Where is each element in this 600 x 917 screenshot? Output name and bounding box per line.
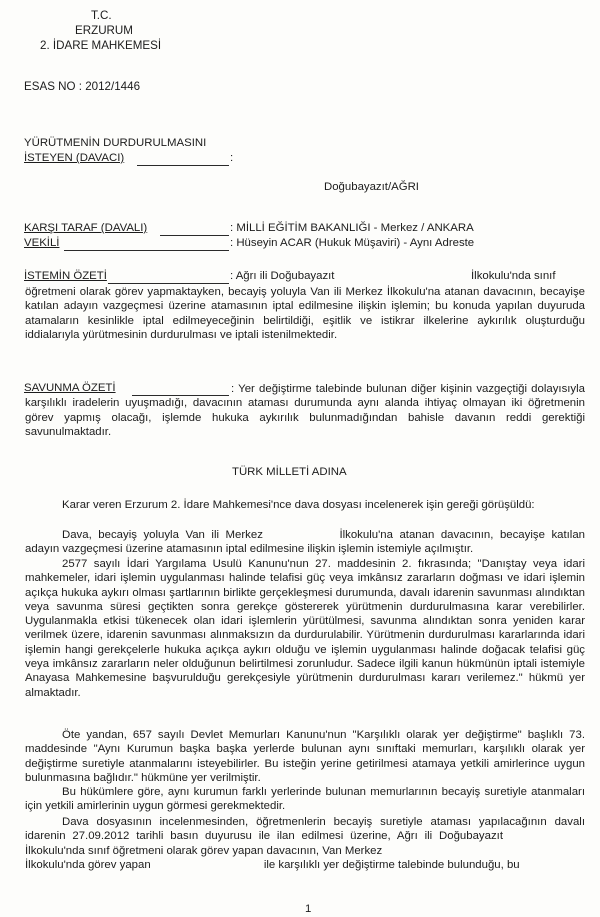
paragraph-6-b: İlkokulu'nda sınıf öğretmeni olarak görev yapan davacının, Van Merkez [25, 844, 383, 857]
defendant-underline [160, 235, 229, 236]
applicant-label-line2: İSTEYEN (DAVACI) [24, 152, 125, 164]
summary-line1-b: İlkokulu'nda sınıf [471, 270, 556, 282]
paragraph-6-d: ile karşılıklı yer değiştirme talebinde bulunduğu, bu [263, 858, 520, 871]
summary-body: öğretmeni olarak görev yapmaktayken, becayiş yoluyla Van ili Merkez İlkokulu'na atanan davacının, becayişe katılan adayın vazgeçmesi üzerine atamasının iptal edilmesine ilişkin işlemin; bu konuda yapılan duyuruda atamaların kesinlikle iptal edilmeyeceğinin belirtildiği, eşitlik ve istikrar ilkelerine aykırılık oluşturduğu iddialarıyla yürütmesinin durdurulması ve iptali istenilmektedir. [25, 286, 585, 341]
summary-underline [108, 283, 229, 284]
agent-label: VEKİLİ [24, 237, 60, 249]
paragraph-6-a: Dava dosyasının incelenmesinden, öğretmenlerin becayiş suretiyle ataması yapılacağının davalı idarenin 27.09.2012 tarihli basın duyurusu ile ilan edilmesi üzerine, Ağrı ili Doğubayazıt [25, 816, 585, 843]
applicant-underline [137, 165, 229, 166]
page-number: 1 [305, 903, 312, 915]
paragraph-2-b: İlkokulu'na atanan davacının, becayişe katılan adayın vazgeçmesi üzerine atamasının iptal edilmesine ilişkin işlemin istemiyle açılmıştır. [25, 529, 585, 556]
paragraph-5: Bu hükümlere göre, aynı kurumun farklı yerlerinde bulunan memurlarının becayiş suretiyle atanmaları için yetkili amirlerinin uygun görmesi gerekmektedir. [25, 786, 585, 813]
paragraph-6 [25, 815, 585, 872]
applicant-colon: : [230, 152, 234, 164]
defendant-label: KARŞI TARAF (DAVALI) [24, 222, 148, 234]
summary-label: İSTEMİN ÖZETİ [24, 270, 107, 282]
paragraph-1: Karar veren Erzurum 2. İdare Mahkemesi'nce dava dosyası incelenerek işin gereği görüşüldü: [62, 499, 535, 511]
header-city: ERZURUM [75, 24, 133, 37]
agent-underline [64, 250, 229, 251]
summary-line1-a: : Ağrı ili Doğubayazıt [230, 270, 335, 282]
header-tc: T.C. [91, 9, 112, 22]
paragraph-4: Öte yandan, 657 sayılı Devlet Memurları Kanunu'nun "Karşılıklı olarak yer değiştirme" başlıklı 73. maddesinde "Aynı Kurumun başka başka yerlerde bulunan aynı sınıftaki memurları, karşılıklı olarak yer değiştirme suretiyle atanmalarını isteyebilirler. Bu isteğin yerine getirilmesi atamaya yetkili amirlerince uygun bulunmasına bağlıdır." hükmüne yer verilmiştir. [25, 729, 585, 784]
defense-label: SAVUNMA ÖZETİ [24, 382, 116, 394]
applicant-label-line1: YÜRÜTMENİN DURDURULMASINI [24, 137, 207, 149]
paragraph-2 [25, 528, 585, 557]
applicant-place: Doğubayazıt/AĞRI [324, 181, 419, 193]
paragraph-6-c: İlkokulu'nda görev yapan [25, 858, 151, 871]
section-title: TÜRK MİLLETİ ADINA [232, 466, 347, 478]
defense-body: : Yer değiştirme talebinde bulunan diğer kişinin vazgeçtiği dolayısıyla karşılıklı iradelerin uyuşmadığı, davacının ataması durumunda aynı alanda ihtiyaç olmayan iki öğretmenin görev yapmış olacağı, işlemde hukuka aykırılık bulunmadığından bahisle davanın reddi gerektiği savunulmaktadır. [25, 383, 585, 438]
case-number: ESAS NO : 2012/1446 [24, 80, 141, 93]
defendant-value: : MİLLİ EĞİTİM BAKANLIĞI - Merkez / ANKARA [230, 222, 474, 234]
paragraph-2-a: Dava, becayiş yoluyla Van ili Merkez [62, 529, 263, 541]
agent-value: : Hüseyin ACAR (Hukuk Müşaviri) - Aynı Adreste [230, 237, 475, 249]
paragraph-3: 2577 sayılı İdari Yargılama Usulü Kanunu'nun 27. maddesinin 2. fıkrasında; "Danıştay veya idari mahkemeler, idari işlemin uygulanması halinde telafisi güç veya imkânsız zararların doğması ve idari işlemin açıkça hukuka aykırı olması şartlarının birlikte gerçekleşmesi durumunda, davalı idarenin savunması alındıktan veya savunma süresi geçtikten sonra gerekçe göstererek yürütmenin durdurulmasına karar verebilirler. Uygulanmakla etkisi tükenecek olan idari işlemlerin yürütülmesi, savunma alındıktan sonra yeniden karar verilmek üzere, idarenin savunması alınmaksızın da durdurulabilir. Yürütmenin durdurulması kararlarında idari işlemin hangi gerekçelerle hukuka açıkça aykırı olduğu ve işlemin uygulanması halinde doğacak telafisi güç veya imkânsız zararların neler olduğunun belirtilmesi zorunludur. Sadece ilgili kanun hükmünün iptali istemiyle Anayasa Mahkemesine başvurulduğu gerekçesiyle yürütmenin durdurulması kararı verilemez." hükmü yer almaktadır. [25, 558, 585, 699]
header-court: 2. İDARE MAHKEMESİ [40, 39, 162, 52]
